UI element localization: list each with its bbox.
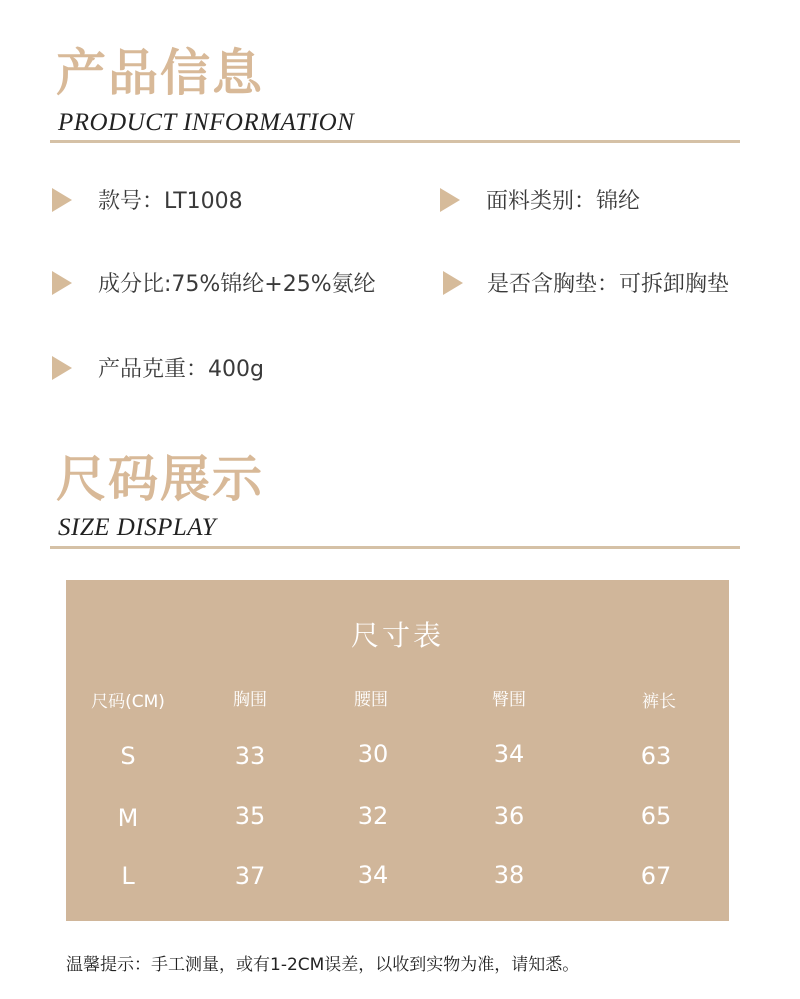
table-cell: 32 bbox=[357, 802, 389, 830]
table-cell: 65 bbox=[640, 802, 672, 830]
triangle-bullet-icon bbox=[440, 188, 460, 212]
triangle-bullet-icon bbox=[52, 188, 72, 212]
triangle-bullet-icon bbox=[52, 356, 72, 380]
table-cell-size: M bbox=[117, 804, 139, 832]
product-info-divider bbox=[50, 140, 740, 143]
product-info-title-en: PRODUCT INFORMATION bbox=[58, 109, 355, 136]
table-cell: 37 bbox=[234, 862, 266, 890]
size-display-title-en: SIZE DISPLAY bbox=[58, 514, 217, 541]
table-header: 裤长 bbox=[642, 692, 676, 712]
info-item-label: 是否含胸垫：可拆卸胸垫 bbox=[487, 272, 730, 297]
info-item-composition bbox=[52, 267, 376, 298]
table-header: 胸围 bbox=[233, 690, 267, 710]
info-item-label: 面料类别：锦纶 bbox=[486, 189, 641, 214]
table-cell: 36 bbox=[493, 802, 525, 830]
size-chart-panel bbox=[66, 580, 729, 921]
info-item-label: 款号：LT1008 bbox=[98, 189, 243, 214]
triangle-bullet-icon bbox=[443, 271, 463, 295]
info-item-weight bbox=[52, 352, 264, 383]
table-cell: 38 bbox=[493, 861, 525, 889]
table-cell: 63 bbox=[640, 742, 672, 770]
info-item-style-number bbox=[52, 184, 243, 215]
info-item-chest-pad bbox=[443, 267, 729, 298]
table-header: 臀围 bbox=[492, 690, 526, 710]
table-cell-size: S bbox=[120, 742, 136, 770]
size-display-divider bbox=[50, 546, 740, 549]
info-item-label: 成分比:75%锦纶+25%氨纶 bbox=[98, 272, 376, 297]
info-item-label: 产品克重：400g bbox=[98, 357, 264, 382]
table-cell: 35 bbox=[234, 802, 266, 830]
table-cell: 34 bbox=[493, 740, 525, 768]
table-header: 腰围 bbox=[354, 690, 388, 710]
triangle-bullet-icon bbox=[52, 271, 72, 295]
product-info-title-cn: 产品信息 bbox=[56, 44, 264, 102]
table-header: 尺码(CM) bbox=[91, 692, 165, 712]
table-cell-size: L bbox=[121, 862, 135, 890]
footer-note: 温馨提示：手工测量，或有1-2CM误差，以收到实物为准，请知悉。 bbox=[66, 955, 580, 975]
table-cell: 34 bbox=[357, 861, 389, 889]
table-cell: 33 bbox=[234, 742, 266, 770]
size-chart-title: 尺寸表 bbox=[350, 619, 444, 652]
table-cell: 67 bbox=[640, 862, 672, 890]
info-item-fabric-type bbox=[440, 184, 640, 215]
size-display-title-cn: 尺码展示 bbox=[56, 450, 264, 508]
table-cell: 30 bbox=[357, 740, 389, 768]
